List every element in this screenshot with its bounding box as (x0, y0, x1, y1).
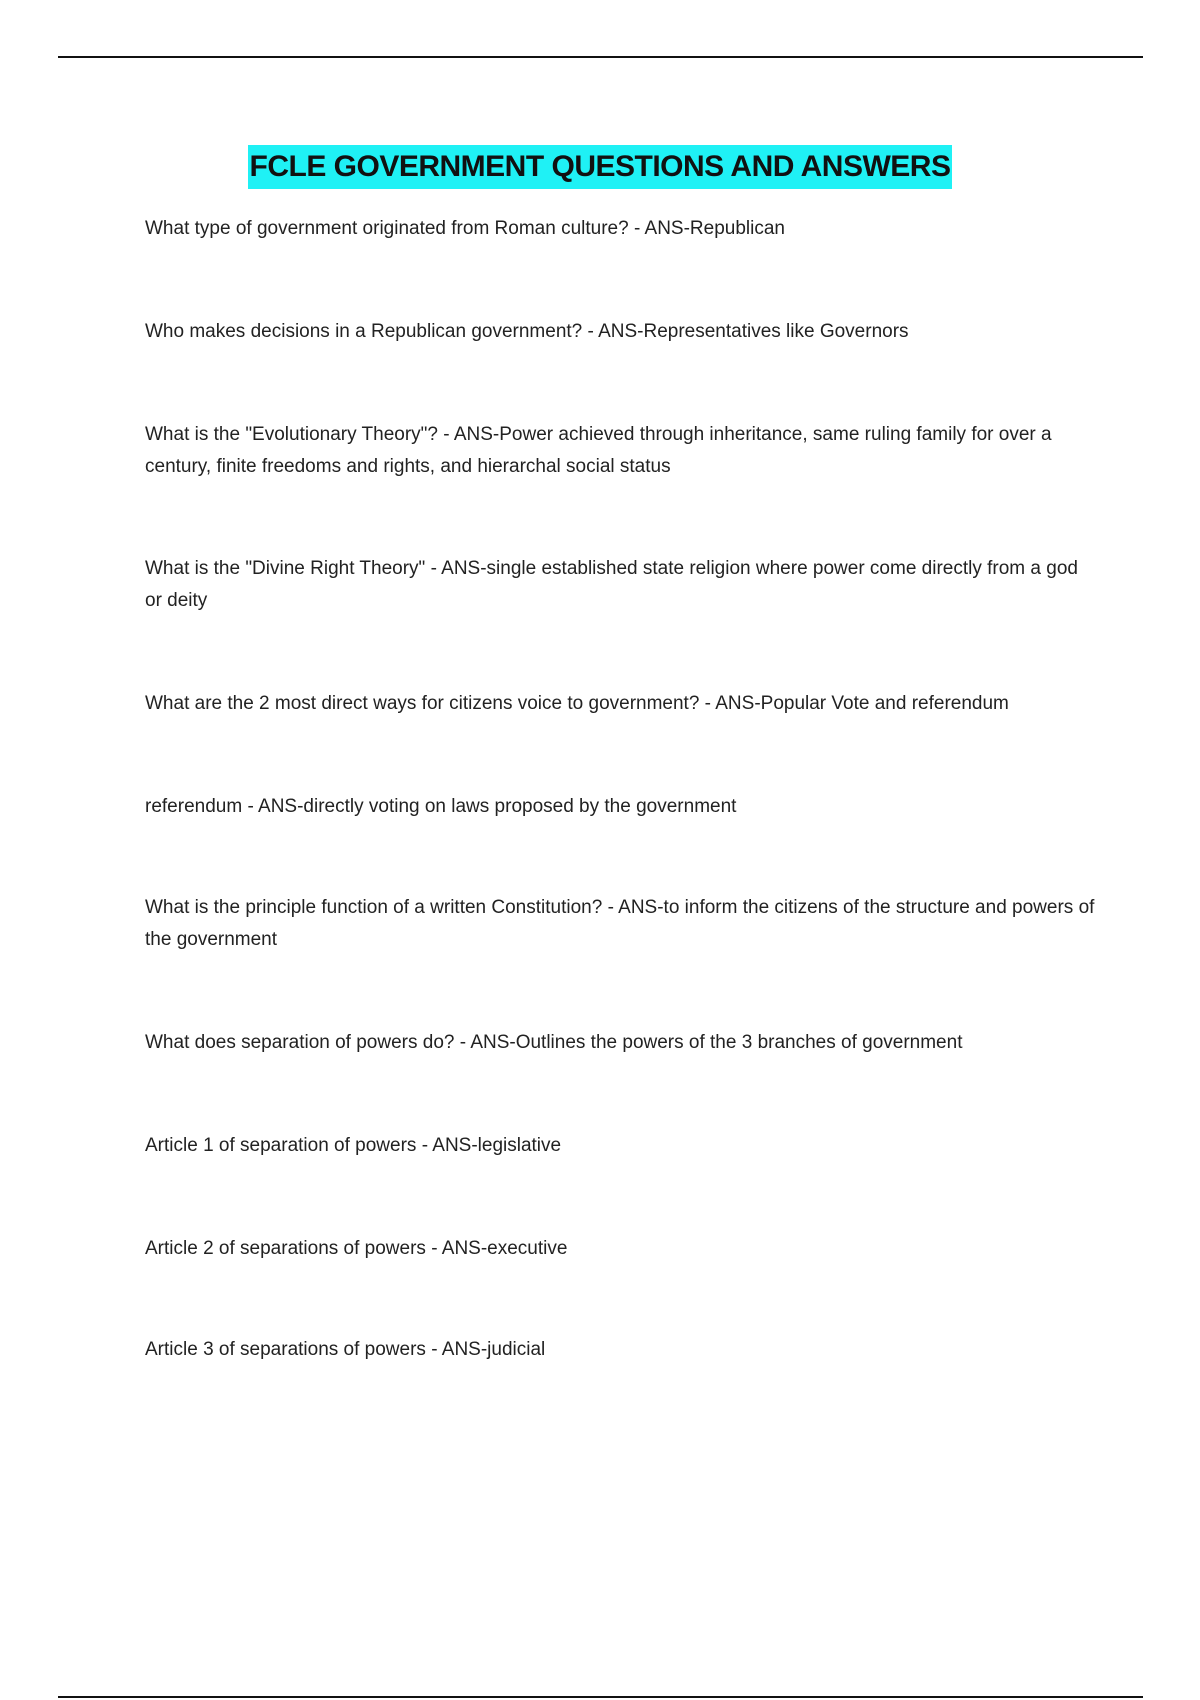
qa-item-8 (145, 1027, 1095, 1059)
qa-item-10 (145, 1233, 1095, 1265)
answer-text: ANS-legislative (432, 1135, 562, 1156)
question-text: Article 1 of separation of powers (145, 1135, 417, 1156)
bottom-rule (58, 1696, 1143, 1698)
title-container (0, 145, 1200, 189)
answer-text: ANS-Outlines the powers of the 3 branches of government (470, 1032, 963, 1053)
separator: - (416, 1135, 433, 1156)
qa-item-7 (145, 892, 1095, 956)
answer-text: ANS-executive (441, 1238, 568, 1259)
question-text: What are the 2 most direct ways for citizens voice to government? (145, 693, 700, 714)
question-text: Article 3 of separations of powers (145, 1339, 426, 1360)
separator: - (425, 1339, 442, 1360)
qa-item-1 (145, 213, 1095, 245)
question-text: What is the "Divine Right Theory" (145, 558, 426, 579)
qa-item-2 (145, 316, 1095, 348)
question-text: What type of government originated from Roman culture? (145, 218, 629, 239)
separator: - (425, 1238, 442, 1259)
question-text: referendum (145, 796, 243, 817)
answer-text: ANS-to inform the citizens of the structure and powers of the government (145, 897, 1095, 950)
answer-text: ANS-Power achieved through inheritance, same ruling family for over a century, finite freedoms and rights, and hierarchal social status (145, 424, 1052, 477)
separator: - (425, 558, 442, 579)
qa-item-3 (145, 419, 1095, 483)
answer-text: ANS-Representatives like Governors (598, 321, 909, 342)
separator: - (454, 1032, 471, 1053)
document-title: FCLE GOVERNMENT QUESTIONS AND ANSWERS (248, 145, 953, 189)
separator: - (438, 424, 454, 445)
separator: - (582, 321, 599, 342)
question-text: What is the principle function of a written Constitution? (145, 897, 603, 918)
qa-item-9 (145, 1130, 1095, 1162)
answer-text: ANS-Popular Vote and referendum (715, 693, 1009, 714)
answer-text: ANS-single established state religion where power come directly from a god or deity (145, 558, 1078, 611)
question-text: What is the "Evolutionary Theory"? (145, 424, 438, 445)
question-text: What does separation of powers do? (145, 1032, 455, 1053)
question-text: Who makes decisions in a Republican government? (145, 321, 583, 342)
qa-item-5 (145, 688, 1095, 720)
answer-text: ANS-directly voting on laws proposed by the government (258, 796, 737, 817)
qa-item-4 (145, 553, 1095, 617)
question-text: Article 2 of separations of powers (145, 1238, 426, 1259)
separator: - (602, 897, 619, 918)
answer-text: ANS-Republican (644, 218, 785, 239)
separator: - (242, 796, 259, 817)
qa-item-6 (145, 791, 1095, 823)
separator: - (628, 218, 645, 239)
qa-item-11 (145, 1334, 1095, 1366)
separator: - (699, 693, 716, 714)
top-rule (58, 56, 1143, 58)
answer-text: ANS-judicial (441, 1339, 546, 1360)
